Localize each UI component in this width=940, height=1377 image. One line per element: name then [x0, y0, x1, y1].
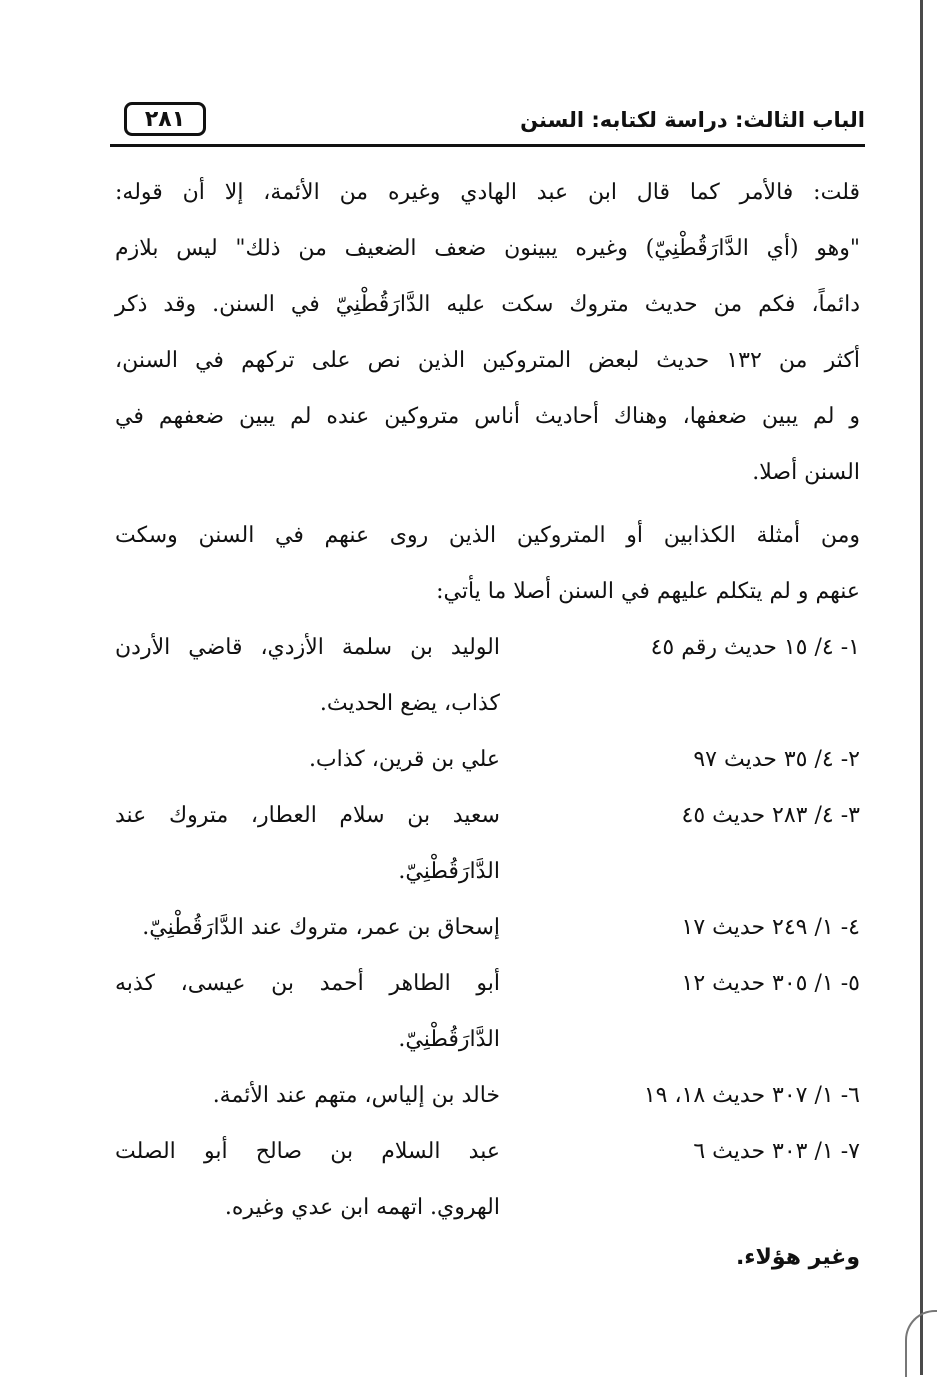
page-header	[110, 98, 865, 150]
list-item	[115, 956, 860, 1068]
page-curl	[905, 1310, 937, 1377]
paragraph-line: ومن أمثلة الكذابين أو المتروكين الذين روى عنهم في السنن وسكت	[115, 523, 860, 548]
list-item	[115, 900, 860, 956]
item-reference: ٣- ٤/ ٢٨٣ حديث ٤٥	[681, 803, 860, 828]
closing-text: وغير هؤلاء.	[735, 1245, 860, 1270]
narrators-list	[115, 620, 860, 1236]
list-item	[115, 1124, 860, 1236]
item-continuation: الهروي. اتهمه ابن عدي وغيره.	[224, 1195, 500, 1220]
item-description: الوليد بن سلمة الأزدي، قاضي الأردن	[115, 635, 500, 660]
item-reference: ٥- ١/ ٣٠٥ حديث ١٢	[681, 971, 860, 996]
item-description: خالد بن إلياس، متهم عند الأئمة.	[212, 1083, 500, 1108]
item-reference: ٧- ١/ ٣٠٣ حديث ٦	[693, 1139, 860, 1164]
item-reference: ٦- ١/ ٣٠٧ حديث ١٨، ١٩	[643, 1083, 860, 1108]
paragraph-line: قلت: فالأمر كما قال ابن عبد الهادي وغيره من الأئمة، إلا أن قوله:	[115, 180, 860, 205]
paragraph-2	[115, 508, 860, 620]
item-description: عبد السلام بن صالح أبو الصلت	[115, 1139, 500, 1164]
chapter-title: الباب الثالث: دراسة لكتابه: السنن	[520, 108, 865, 132]
item-reference: ٢- ٤/ ٣٥ حديث ٩٧	[693, 747, 860, 772]
page-binding-edge	[920, 0, 923, 1375]
list-item	[115, 620, 860, 732]
paragraph-line: أكثر من ١٣٢ حديث لبعض المتروكين الذين نص على تركهم في السنن،	[115, 348, 860, 373]
paragraph-line: عنهم و لم يتكلم عليهم في السنن أصلا ما يأتي:	[436, 579, 860, 604]
paragraph-1	[115, 165, 860, 501]
item-description: أبو الطاهر أحمد بن عيسى، كذبه	[115, 971, 500, 996]
list-item	[115, 1068, 860, 1124]
item-continuation: الدَّارَقُطْنِيّ.	[398, 1027, 500, 1052]
item-description: سعيد بن سلام العطار، متروك عند	[115, 803, 500, 828]
item-continuation: الدَّارَقُطْنِيّ.	[398, 859, 500, 884]
item-reference: ٤- ١/ ٢٤٩ حديث ١٧	[681, 915, 860, 940]
item-reference: ١- ٤/ ١٥ حديث رقم ٤٥	[650, 635, 860, 660]
paragraph-line: و لم يبين ضعفها، وهناك أحاديث أناس متروكين عنده لم يبين ضعفهم في	[115, 404, 860, 429]
page-number: ٢٨١	[124, 102, 206, 136]
item-description: علي بن قرين، كذاب.	[308, 747, 500, 772]
item-continuation: كذاب، يضع الحديث.	[319, 691, 500, 716]
item-description: إسحاق بن عمر، متروك عند الدَّارَقُطْنِيّ.	[142, 915, 500, 940]
paragraph-line: "وهو (أي الدَّارَقُطْنِيّ) وغيره يبينون ضعف الضعيف من ذلك" ليس بلازم	[115, 236, 860, 261]
header-rule	[110, 144, 865, 147]
paragraph-line: السنن أصلا.	[752, 460, 860, 485]
paragraph-line: دائماً، فكم من حديث متروك سكت عليه الدَّارَقُطْنِيّ في السنن. وقد ذكر	[115, 292, 860, 317]
list-item	[115, 788, 860, 900]
list-item	[115, 732, 860, 788]
